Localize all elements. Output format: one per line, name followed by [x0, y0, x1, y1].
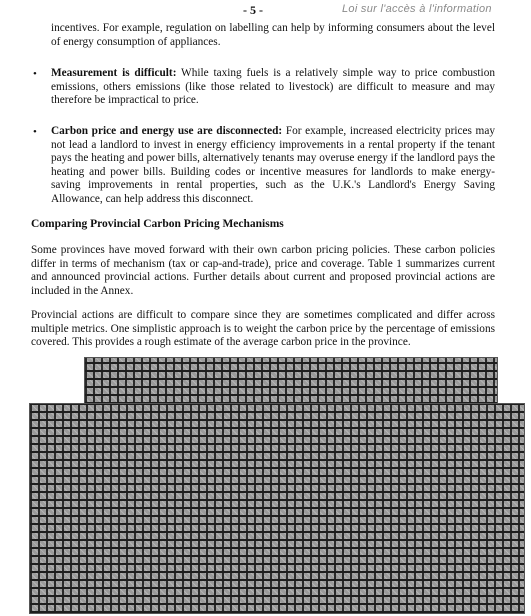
watermark-stamp: Loi sur l'accès à l'information	[342, 3, 492, 15]
bullet-carbon-price-lead: Carbon price and energy use are disconnected:	[51, 125, 283, 137]
section-paragraph-2: Provincial actions are difficult to compare since they are sometimes complicated and differ across multiple metrics. One simplistic approach is to weight the carbon price by the percentage of emissions covered. This provides a rough estimate of the average carbon price in the province.	[31, 309, 495, 348]
redaction-block-main	[29, 403, 525, 614]
section-heading: Comparing Provincial Carbon Pricing Mechanisms	[31, 218, 284, 230]
bullet-measurement-lead: Measurement is difficult:	[51, 67, 177, 79]
bullet-carbon-price-text: For example, increased electricity prices may not lead a landlord to invest in energy efficiency improvements in a rental property if the tenant pays the heating and power bills, alternatively tenants may overuse energy if the landlord pays the heating and power bills. Building codes or incentive measures for landlords to make energy-saving improvements in rental properties, such as the U.K.'s Landlord's Energy Saving Allowance, can help address this disconnect.	[51, 125, 495, 205]
bullet-icon: •	[33, 68, 37, 80]
page-number: - 5 -	[243, 3, 263, 17]
bullet-measurement-text: While taxing fuels is a relatively simple way to price combustion emissions, others emissions (like those related to livestock) are difficult to measure and may therefore be impractical to price.	[51, 67, 495, 106]
bullet-measurement	[51, 67, 495, 108]
bullet-carbon-price	[51, 125, 495, 206]
section-paragraph-1: Some provinces have moved forward with their own carbon pricing policies. These carbon policies differ in terms of mechanism (tax or cap-and-trade), price and coverage. Table 1 summarizes current and announced provincial actions. Further details about current and proposed provincial actions are included in the Annex.	[31, 244, 495, 297]
intro-paragraph: incentives. For example, regulation on labelling can help by informing consumers about the level of energy consumption of appliances.	[51, 22, 495, 48]
bullet-icon: •	[33, 126, 37, 138]
redaction-block-top	[84, 357, 498, 405]
